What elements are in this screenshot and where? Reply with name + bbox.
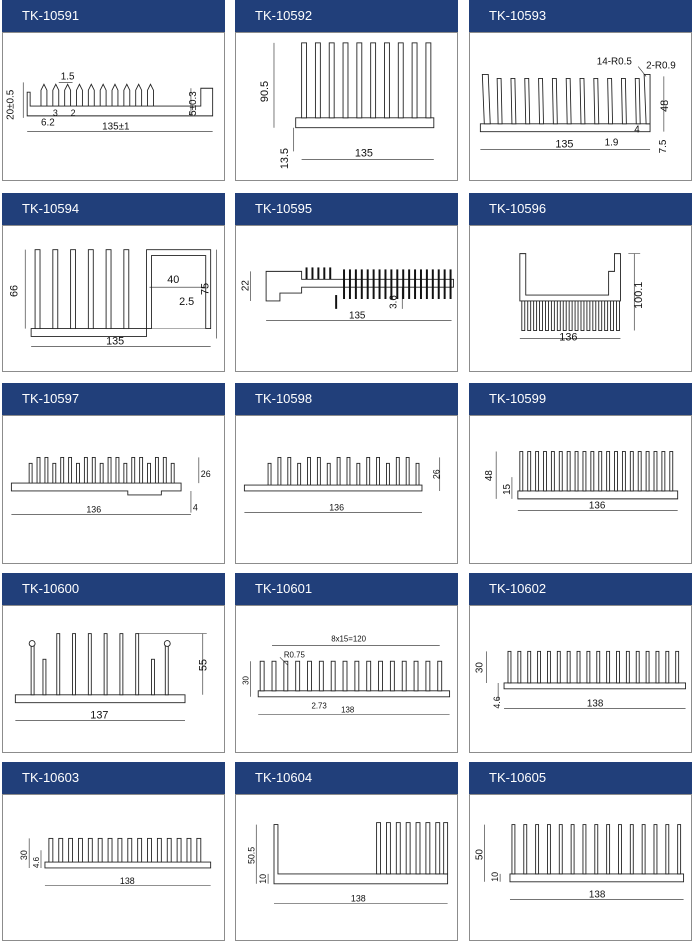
dim-label: 8x15=120 — [331, 634, 367, 644]
dim-label: 3 — [52, 107, 58, 118]
dim-label: 75 — [199, 282, 212, 296]
profile-drawing — [469, 794, 692, 941]
profile-drawing — [235, 32, 458, 181]
dim-label: 138 — [586, 698, 604, 710]
dim-label: 48 — [484, 470, 496, 482]
heatsink-profile — [470, 226, 691, 371]
dim-label: 2.5 — [179, 295, 195, 308]
dim-label: 136 — [329, 502, 345, 513]
product-card-tk-10603 — [2, 762, 225, 941]
product-code: TK-10599 — [469, 383, 692, 415]
dim-label: 137 — [90, 709, 109, 722]
profile-drawing — [469, 605, 692, 753]
product-code: TK-10600 — [2, 573, 225, 605]
heatsink-profile — [236, 226, 457, 371]
profile-drawing — [235, 415, 458, 564]
dim-label: 30 — [19, 850, 30, 861]
product-code: TK-10591 — [2, 0, 225, 32]
profile-drawing — [2, 605, 225, 753]
dim-label: 20±0.5 — [5, 89, 17, 120]
heatsink-profile — [470, 33, 691, 180]
dim-label: R0.75 — [283, 650, 305, 660]
dim-label: 4.6 — [32, 857, 42, 868]
product-card-tk-10593 — [469, 0, 692, 181]
product-code: TK-10593 — [469, 0, 692, 32]
dim-label: 135 — [106, 335, 125, 348]
dim-label: 66 — [8, 284, 21, 298]
dim-label: 3.6 — [388, 295, 400, 309]
profile-drawing — [469, 415, 692, 564]
product-code: TK-10598 — [235, 383, 458, 415]
product-code: TK-10592 — [235, 0, 458, 32]
profile-drawing — [2, 794, 225, 941]
profile-drawing — [469, 32, 692, 181]
product-code: TK-10601 — [235, 573, 458, 605]
dim-label: 1.9 — [604, 137, 619, 149]
dim-label: 4.6 — [492, 696, 503, 709]
heatsink-profile — [3, 795, 224, 940]
profile-drawing — [235, 794, 458, 941]
heatsink-profile — [3, 33, 224, 180]
profile-drawing — [235, 225, 458, 372]
heatsink-profile — [470, 795, 691, 940]
profile-drawing — [2, 415, 225, 564]
product-card-tk-10594 — [2, 193, 225, 372]
heatsink-profile — [236, 606, 457, 752]
dim-label: 6.2 — [40, 117, 55, 129]
heatsink-profile — [3, 226, 224, 371]
dim-label: 30 — [474, 662, 486, 674]
dim-label: 13.5 — [278, 148, 291, 170]
dim-label: 138 — [119, 875, 135, 886]
heatsink-profile — [470, 606, 691, 752]
product-card-tk-10595 — [235, 193, 458, 372]
dim-label: 50 — [474, 849, 486, 861]
product-card-tk-10591 — [2, 0, 225, 181]
dim-label: 30 — [241, 676, 251, 685]
product-code: TK-10596 — [469, 193, 692, 225]
dim-label: 138 — [341, 705, 355, 715]
heatsink-profile — [3, 416, 224, 563]
dim-label: 7.5 — [657, 139, 669, 154]
dim-label: 90.5 — [259, 80, 272, 103]
dim-label: 50.5 — [246, 846, 257, 865]
heatsink-profile — [236, 416, 457, 563]
heatsink-profile — [3, 606, 224, 752]
product-card-tk-10600 — [2, 573, 225, 753]
product-code: TK-10605 — [469, 762, 692, 794]
dim-label: 22 — [240, 280, 252, 292]
dim-label: 136 — [588, 500, 606, 512]
dim-label: 10 — [490, 871, 501, 882]
profile-drawing — [235, 605, 458, 753]
dim-label: 135 — [555, 138, 574, 151]
dim-label: 136 — [559, 331, 578, 344]
dim-label: 135 — [354, 147, 373, 160]
dim-label: 26 — [431, 469, 442, 480]
product-card-tk-10596 — [469, 193, 692, 372]
product-code: TK-10604 — [235, 762, 458, 794]
profile-drawing — [2, 225, 225, 372]
product-card-tk-10601 — [235, 573, 458, 753]
product-card-tk-10597 — [2, 383, 225, 564]
heatsink-profile — [470, 416, 691, 563]
dim-label: 138 — [350, 893, 366, 904]
dim-label: 100.1 — [633, 281, 646, 309]
dim-label: 138 — [588, 889, 606, 901]
profile-drawing — [469, 225, 692, 372]
product-card-tk-10592 — [235, 0, 458, 181]
dim-label: 2-R0.9 — [646, 60, 676, 72]
dim-label: 15 — [501, 483, 513, 495]
dim-label: 48 — [658, 99, 671, 112]
dim-label: 4 — [192, 502, 198, 513]
product-card-tk-10598 — [235, 383, 458, 564]
heatsink-profile — [236, 33, 457, 180]
dim-label: 2.73 — [311, 701, 327, 711]
heatsink-profile — [236, 795, 457, 940]
dim-label: 136 — [86, 504, 102, 515]
dim-label: 135±1 — [102, 121, 130, 133]
dim-label: 5±0.3 — [187, 91, 199, 116]
product-card-tk-10599 — [469, 383, 692, 564]
product-code: TK-10595 — [235, 193, 458, 225]
product-card-tk-10602 — [469, 573, 692, 753]
dim-label: 55 — [197, 659, 210, 672]
product-card-tk-10605 — [469, 762, 692, 941]
product-code: TK-10594 — [2, 193, 225, 225]
product-card-tk-10604 — [235, 762, 458, 941]
dim-label: 26 — [200, 469, 211, 480]
dim-label: 135 — [348, 310, 366, 322]
dim-label: 14-R0.5 — [596, 56, 632, 68]
product-code: TK-10597 — [2, 383, 225, 415]
dim-label: 10 — [258, 873, 269, 884]
dim-label: 40 — [167, 274, 180, 287]
product-code: TK-10602 — [469, 573, 692, 605]
product-code: TK-10603 — [2, 762, 225, 794]
dim-label: 1.5 — [60, 71, 75, 83]
dim-label: 2 — [70, 107, 76, 118]
dim-label: 4 — [634, 124, 640, 136]
profile-drawing — [2, 32, 225, 181]
